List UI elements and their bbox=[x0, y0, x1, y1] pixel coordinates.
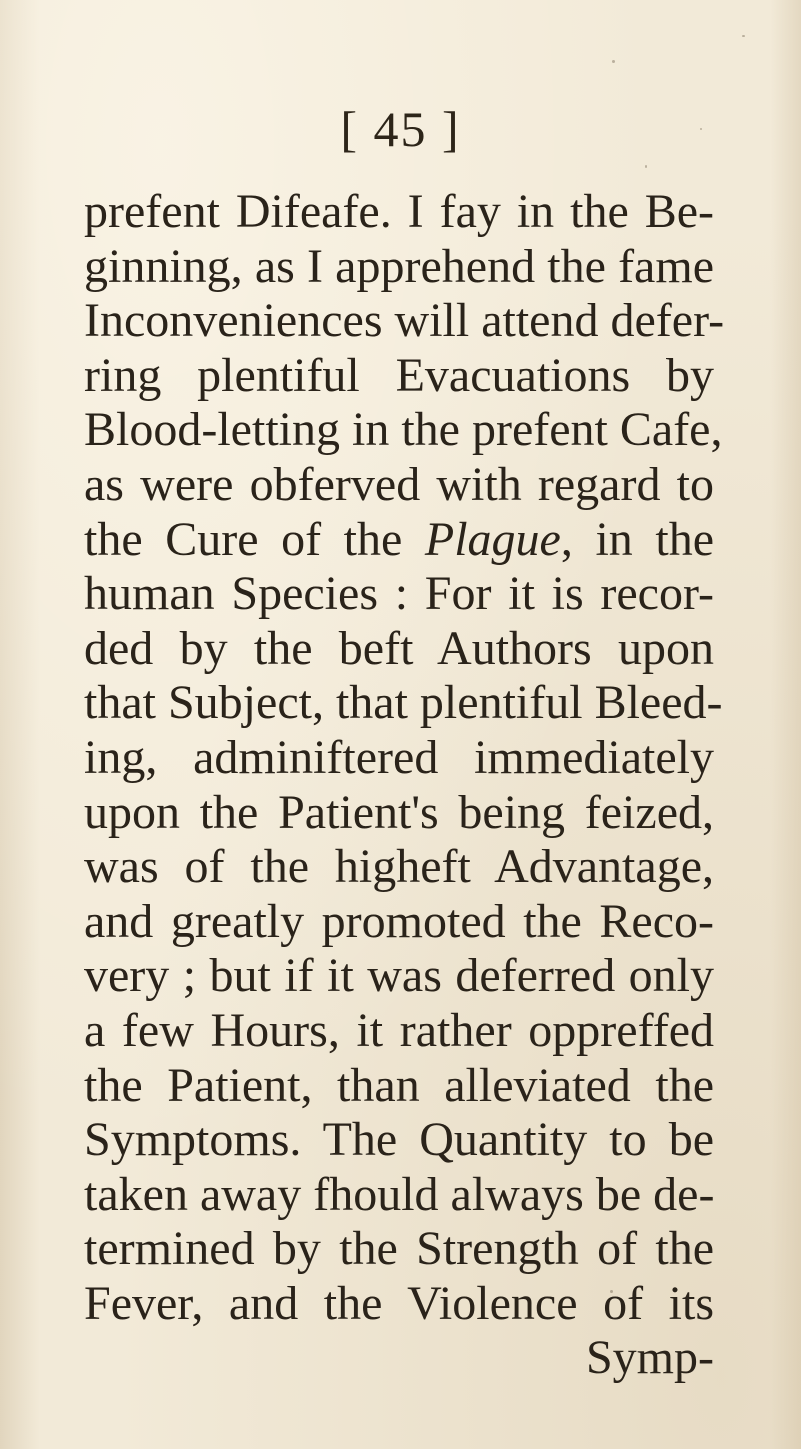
catchword: Symp- bbox=[585, 1331, 714, 1385]
text-line: ing, adminiftered immediately bbox=[84, 730, 714, 784]
text-line: Blood-letting in the prefent Cafe, bbox=[84, 403, 723, 457]
text-line: termined by the Strength of the bbox=[84, 1222, 714, 1276]
paper-speck bbox=[645, 165, 647, 168]
text-line: ginning, as I apprehend the fame bbox=[84, 239, 714, 293]
text-line: ring plentiful Evacuations by bbox=[84, 348, 714, 402]
text-line: was of the higheft Advantage, bbox=[84, 840, 714, 894]
text-line-with-italic bbox=[84, 513, 714, 568]
text-line: upon the Patient's being feized, bbox=[84, 785, 714, 839]
text-line: ded by the beft Authors upon bbox=[84, 621, 714, 675]
paper-speck bbox=[742, 35, 745, 37]
text-line: human Species : For it is recor- bbox=[84, 567, 714, 621]
italic-word-plague: Plague bbox=[424, 512, 561, 566]
text-line: the Patient, than alleviated the bbox=[84, 1058, 714, 1112]
paper-speck bbox=[612, 60, 615, 63]
text-line: Fever, and the Violence of its bbox=[84, 1276, 714, 1330]
text-line: taken away fhould always be de- bbox=[84, 1167, 715, 1221]
text-line: prefent Difeafe. I fay in the Be- bbox=[84, 185, 714, 238]
text-line: Symptoms. The Quantity to be bbox=[84, 1113, 714, 1167]
text-line: as were obferved with regard to bbox=[84, 457, 714, 511]
text-segment: , in the bbox=[560, 512, 714, 566]
paper-speck bbox=[700, 128, 702, 130]
text-line: very ; but if it was deferred only bbox=[84, 949, 714, 1003]
text-segment: the Cure of the bbox=[84, 512, 425, 566]
body-text bbox=[84, 185, 725, 1386]
text-line: and greatly promoted the Reco- bbox=[84, 894, 714, 948]
text-line: a few Hours, it rather oppreffed bbox=[84, 1003, 714, 1057]
text-line: that Subject, that plentiful Bleed- bbox=[84, 676, 723, 730]
text-line: Inconveniences will attend defer- bbox=[84, 294, 725, 348]
page-number: [ 45 ] bbox=[340, 101, 461, 157]
paper-speck bbox=[610, 1290, 613, 1293]
